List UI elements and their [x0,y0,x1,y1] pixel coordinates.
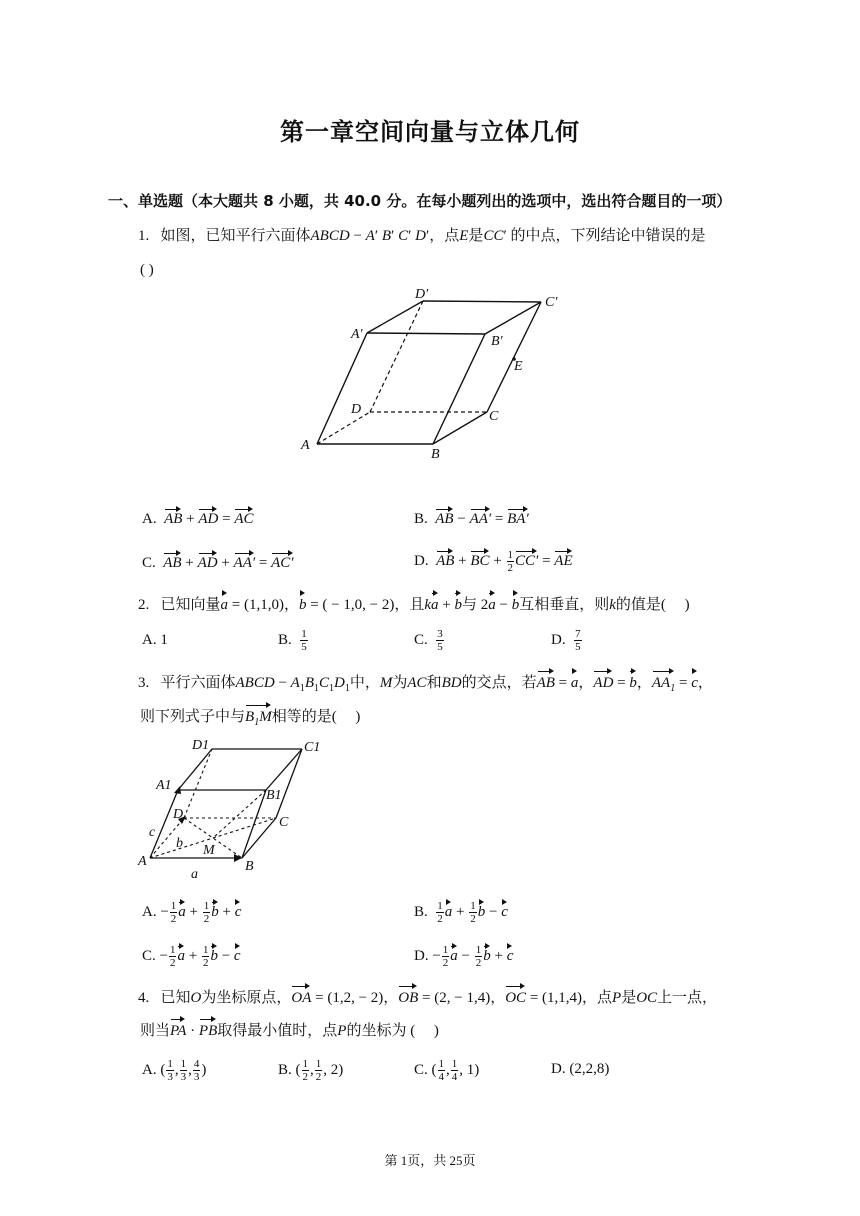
label-Cp: C′ [545,295,558,310]
label-D1: D1 [192,738,210,753]
label-E: E [514,359,523,374]
arrow-a [234,854,242,862]
label-B1: B1 [266,788,282,803]
edge-AAp [317,333,367,444]
q1-option-c[interactable]: C. AB + AD + AA′ = AC′ [142,552,294,572]
q1-option-b[interactable]: B. AB − AA′ = BA′ [414,508,529,528]
q2-option-b[interactable]: B. $\frac{1}{5}$ [278,628,307,653]
q2-option-c[interactable]: C. $\frac{3}{5}$ [414,628,443,653]
edge-AA1 [150,790,178,858]
edge-BC [242,818,276,858]
q4-option-b[interactable]: B. ( $\frac{1}{2}$ , $\frac{1}{2}$ , 2) [278,1058,344,1083]
label-C: C [489,409,499,424]
q3-option-d[interactable]: D. − $\frac{1}{2}$ a − $\frac{1}{2}$ b + c [414,944,514,969]
q3-stem: 3. 平行六面体ABCD − $A_1B_1C_1D_1$中，M为AC和BD的交点，若AB = a，AD = b，$AA_1 = c$， [138,670,713,699]
edge-BB1 [242,790,266,858]
label-D: D [173,807,184,822]
label-D: D [351,402,362,417]
page-footer: 第 1页，共 25页 [384,1153,476,1168]
q2-stem: 2. 已知向量a = (1,1,0)，b = ( − 1,0, − 2)，且ka + b与 2a − b互相垂直，则k的值是( ) [138,592,690,615]
q4-option-d[interactable]: D. (2,2,8) [551,1061,610,1077]
q3-option-c[interactable]: C. − $\frac{1}{2}$ a + $\frac{1}{2}$ b − c [142,944,241,969]
label-A: A [138,854,147,869]
label-M: M [203,843,215,858]
edge-DD1-hidden [184,749,212,818]
edge-ApBp [367,333,485,334]
label-A1: A1 [156,778,172,793]
label-b: b [176,836,183,851]
edge-DDp-hidden [370,301,423,412]
q1-option-a[interactable]: A. AB + AD = AC [142,508,254,528]
section-heading: 一、单选题（本大题共 8 小题，共 40.0 分。在每小题列出的选项中，选出符合题目的一项） [108,192,732,210]
q2-option-d[interactable]: D. $\frac{7}{5}$ [551,628,581,653]
q1-stem: 1. 如图，已知平行六面体ABCD − A′ B′ C′ D′，点E是CC′ 的中点，下列结论中错误的是 [138,228,706,244]
page-title: 第一章空间向量与立体几何 [280,118,580,146]
q3-figure [136,733,336,883]
q2-option-a[interactable]: A. 1 [142,632,168,648]
edge-CCp [487,302,541,412]
edge-DpCp [423,301,541,302]
q3-option-a[interactable]: A. − $\frac{1}{2}$ a + $\frac{1}{2}$ b + c [142,900,242,925]
label-a: a [191,867,198,882]
label-A: A [301,438,310,453]
edge-CC1 [276,749,302,818]
label-B: B [431,447,440,462]
q4-option-c[interactable]: C. ( $\frac{1}{4}$ , $\frac{1}{4}$ , 1) [414,1058,480,1083]
q3-option-b[interactable]: B. $\frac{1}{2}$ a + $\frac{1}{2}$ b − c [414,900,508,925]
label-Bp: B′ [491,334,503,349]
q4-stem-line2: 则当PA · PB取得最小值时，点P的坐标为 ( ) [140,1018,439,1041]
arrow-c [174,786,181,794]
q4-option-a[interactable]: A. ( $\frac{1}{3}$ , $\frac{1}{3}$ , $\frac{4}{3}$ ) [142,1058,207,1083]
label-Ap: A′ [351,327,363,342]
q4-stem: 4. 已知O为坐标原点，OA = (1,2, − 2)，OB = (2, − 1,4)，OC = (1,1,4)，点P是OC上一点， [138,985,717,1008]
edge-B1C1 [266,749,302,790]
label-c: c [149,825,156,840]
label-C1: C1 [304,740,321,755]
edge-A1D1 [178,749,212,790]
edge-ApDp [367,301,423,333]
label-B: B [245,859,254,874]
q1-answer-blank: ( ) [140,262,154,278]
q1-figure [295,282,575,462]
q1-option-d[interactable]: D. AB + BC + $\frac{1}{2}$ CC′ = AE [414,549,573,574]
q3-stem-line2: 则下列式子中与$B_1M$相等的是( ) [140,704,360,733]
edge-BBp [433,334,485,444]
label-C: C [279,815,289,830]
label-Dp: D′ [415,287,429,302]
